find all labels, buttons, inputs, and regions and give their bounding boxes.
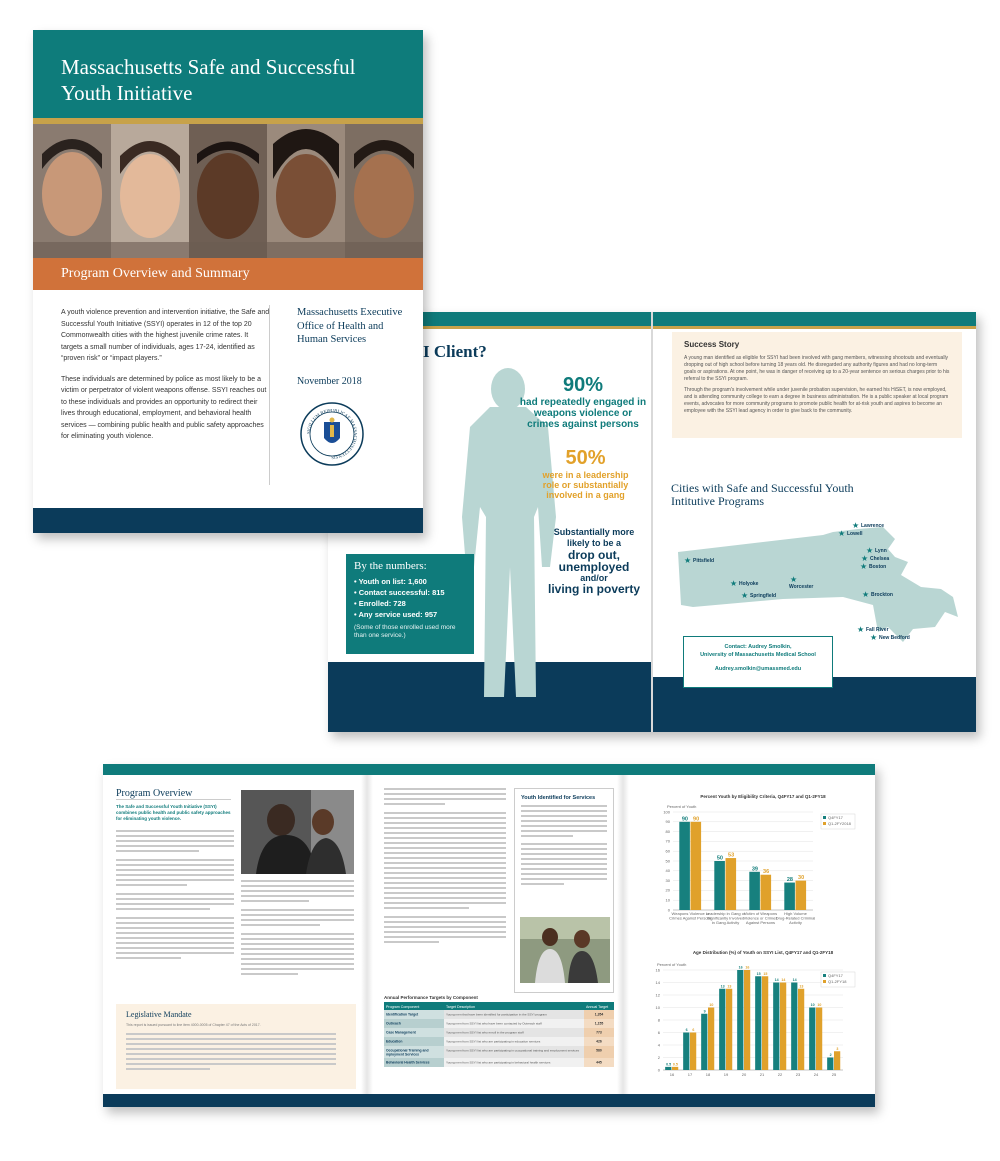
data-label: 16 [745, 965, 750, 970]
x-tick-label: 21 [759, 1072, 765, 1077]
brochure-inside-spread [328, 312, 976, 732]
bar [809, 1008, 815, 1071]
youth-mentoring-photo [520, 917, 610, 983]
data-label: 15 [756, 971, 761, 976]
by-numbers-list [354, 576, 466, 620]
x-tick-label: Leadership in Gang or [705, 911, 746, 916]
bar [784, 883, 795, 910]
bar [773, 983, 779, 1071]
legend-swatch [823, 816, 826, 819]
legend-swatch [823, 980, 826, 983]
y-axis-label: Percent of Youth [657, 962, 687, 967]
legend-label: Q4FY17 [828, 815, 843, 820]
youth-faces-image [33, 124, 423, 258]
table-cell: Behavioral Health Services [386, 1060, 430, 1065]
city-label: Lynn [875, 548, 887, 554]
city-label: Fall River [866, 627, 889, 633]
body-text-lines [384, 788, 506, 946]
table-cell: mployment Services [386, 1052, 419, 1057]
data-label: 3 [836, 1046, 839, 1051]
table-header-cell: Program Component [386, 1004, 420, 1009]
city-star-icon: ★ [741, 591, 749, 600]
table-cell: 773 [596, 1030, 602, 1035]
data-label: 39 [751, 866, 758, 873]
intro-paragraph: These individuals are determined by police as most likely to be a victim or perpetrator of violent weapons offense. SSYI reaches out to these individuals and provides an opportunity to redirect their lives through educational, employment, and behavioral health services — combining public health and public safety approaches for eliminating youth violence. [61, 375, 267, 440]
data-label: 36 [763, 869, 770, 876]
divider [269, 305, 270, 485]
y-tick-label: 40 [665, 868, 670, 874]
data-label: 28 [786, 877, 793, 884]
list-item: • Youth on list: 1,600 [354, 576, 466, 587]
x-tick-label: 19 [723, 1072, 729, 1077]
table-header-cell: Target Description [446, 1004, 475, 1009]
legislative-mandate-box [116, 1004, 356, 1089]
top-bar [103, 764, 875, 775]
table-cell: Case Management [386, 1030, 416, 1035]
data-label: 0.5 [666, 1062, 672, 1067]
table-cell: Occupational Training and [386, 1048, 429, 1053]
bar [749, 872, 760, 910]
data-label: 6 [685, 1028, 688, 1032]
bar [719, 989, 725, 1070]
x-tick-label: 24 [813, 1072, 819, 1077]
cover-footer-band [33, 508, 423, 533]
bar [726, 989, 732, 1070]
y-tick-label: 4 [657, 1042, 660, 1048]
table-cell: 1,155 [594, 1021, 604, 1026]
bar [679, 822, 690, 910]
contact-name: Contact: Audrey Smolkin, [724, 644, 792, 650]
list-item: • Enrolled: 728 [354, 598, 466, 609]
x-tick-label: 22 [777, 1072, 783, 1077]
contact-box [683, 636, 833, 688]
data-label: 6 [692, 1028, 695, 1032]
legend-label: Q4FY17 [828, 973, 843, 978]
x-tick-label: 25 [831, 1072, 837, 1077]
chart-title: Age Distribution (%) of Youth on SSYI List, Q4FY17 and Q1-2FY18 [692, 950, 834, 955]
city-label: Chelsea [870, 556, 890, 562]
city-label: Lawrence [861, 523, 885, 529]
success-story-box [672, 332, 962, 438]
cover-title: Massachusetts Safe and Successful Youth Initiative [61, 55, 356, 105]
table-header-cell: Annual Target [586, 1004, 609, 1009]
stat-text: were in a leadership role or substantially involved in a gang [542, 470, 629, 500]
program-overview-lead: The Safe and Successful Youth Initiative (SSYI) combines public health and public safety approaches for eliminating youth violence. [116, 804, 231, 821]
bar [683, 1033, 689, 1071]
intro-paragraph: A youth violence prevention and intervention initiative, the Safe and Successful Youth Initiative (SSYI) operates in 12 of the top 20 Commonwealth cities with the highest juvenile crime rates. It targets a small number of individuals, ages 17-24, identified as “proven risk” or “impact players.” [61, 309, 270, 362]
seal-text: SIGILLUM REIPUBLICAE MASSACHUSETTENSIS [305, 407, 359, 461]
panel-fold [651, 312, 653, 732]
data-label: 14 [781, 978, 786, 982]
list-item: • Any service used: 957 [354, 609, 466, 620]
stat-line: living in poverty [547, 582, 640, 596]
brochure-report-spread [103, 764, 875, 1107]
stat-50-percent [538, 447, 633, 500]
data-label: 10 [810, 1003, 815, 1007]
stat-number: 90% [562, 374, 604, 396]
y-tick-label: 80 [665, 828, 670, 834]
bar [762, 976, 768, 1070]
bar [701, 1014, 707, 1070]
bar [798, 989, 804, 1070]
x-tick-label: Weapons Violence or [671, 911, 710, 916]
y-tick-label: 16 [655, 967, 660, 973]
brochure-cover [33, 30, 423, 533]
x-tick-label: Violence or Crimes [743, 915, 778, 921]
success-paragraph: A young man identified as eligible for SSYI had been involved with gang members, witnessing shootouts and eventually dropping out of high school before turning 18 years old. He disregarded any authority figures and had no long-term goals or aspirations. At one point, he was in danger of receiving up to a 20-year sentence on serious charges prior to his referral to the SSYI program. [684, 355, 950, 382]
x-tick-label: High Volume [784, 911, 807, 916]
x-tick-label: 18 [705, 1072, 711, 1077]
performance-table-title: Annual Performance Targets by Component [384, 995, 478, 1000]
legend-swatch [823, 974, 826, 977]
x-tick-label: 23 [795, 1072, 801, 1077]
massachusetts-seal-icon [300, 402, 364, 466]
x-tick-label: 17 [687, 1072, 693, 1077]
city-star-icon: ★ [838, 529, 846, 538]
bar [737, 970, 743, 1070]
stat-90-percent [518, 374, 648, 430]
y-tick-label: 70 [665, 838, 670, 844]
x-tick-label: 20 [741, 1072, 747, 1077]
city-star-icon: ★ [730, 579, 738, 588]
youth-identified-title: Youth Identified for Services [521, 795, 596, 801]
body-text-lines [241, 880, 354, 978]
bar [755, 976, 761, 1070]
contact-email[interactable]: Audrey.smolkin@umassmed.edu [714, 666, 802, 672]
table-cell: 580 [596, 1048, 602, 1053]
city-star-icon: ★ [852, 521, 860, 530]
data-label: 14 [792, 978, 797, 982]
data-label: 13 [799, 984, 804, 989]
bar [796, 881, 807, 910]
by-the-numbers-box [346, 554, 474, 654]
by-numbers-note: (Some of those enrolled used more than one service.) [354, 624, 456, 639]
x-tick-label: Significantly Involved [706, 915, 745, 921]
bottom-band [103, 1094, 875, 1107]
city-star-icon: ★ [870, 633, 878, 642]
panel-fold [617, 775, 629, 1094]
city-label: Worcester [789, 584, 814, 590]
city-star-icon: ★ [790, 575, 798, 584]
stat-line: Substantially more likely to be a [553, 527, 635, 548]
bar [672, 1067, 678, 1070]
stat-number: 50% [565, 447, 606, 469]
bar [714, 861, 725, 910]
y-tick-label: 6 [657, 1029, 660, 1035]
table-cell: Young men from SSYI list who are participating in behavioral health services [446, 1060, 551, 1065]
y-tick-label: 30 [665, 877, 670, 883]
y-tick-label: 0 [667, 907, 670, 913]
table-cell: Young men from SSYI list who have been contacted by Outreach staff [446, 1021, 542, 1026]
y-tick-label: 10 [655, 1004, 660, 1010]
bar [726, 858, 737, 910]
data-label: 9 [703, 1009, 706, 1014]
legislative-title: Legislative Mandate [126, 1010, 192, 1019]
city-star-icon: ★ [684, 556, 692, 565]
city-label: Holyoke [739, 581, 759, 587]
table-cell: 445 [596, 1060, 602, 1065]
eligibility-bar-chart [633, 800, 868, 950]
x-tick-label: in Gang Activity [711, 920, 740, 925]
city-label: Pittsfield [693, 558, 715, 564]
contact-org: University of Massachusetts Medical School [700, 652, 816, 658]
y-tick-label: 10 [665, 897, 670, 903]
table-cell: Identification Target [386, 1012, 419, 1017]
bar [780, 983, 786, 1071]
x-tick-label: Activity [789, 920, 802, 925]
x-tick-label: Against Persons [745, 920, 776, 925]
data-label: 90 [681, 816, 688, 823]
data-label: 13 [727, 984, 732, 989]
bar [708, 1008, 714, 1071]
stat-more-likely [546, 527, 642, 595]
city-star-icon: ★ [857, 625, 865, 634]
data-label: 2 [829, 1053, 832, 1057]
city-label: Springfield [750, 593, 777, 599]
y-tick-label: 14 [655, 979, 660, 985]
legend-swatch [823, 822, 826, 825]
city-star-icon: ★ [860, 562, 868, 571]
youth-photo-strip [33, 124, 423, 258]
by-numbers-title: By the numbers: [354, 560, 427, 572]
stat-line: drop out, unemployed [558, 548, 630, 574]
x-tick-label: Crimes Against Persons [669, 915, 712, 921]
stat-line: and/or [580, 573, 608, 583]
list-item: • Contact successful: 815 [354, 587, 466, 598]
cities-title: Cities with Safe and Successful Youth Intitutive Programs [671, 481, 854, 508]
panel-fold [361, 775, 373, 1094]
city-star-icon: ★ [861, 554, 869, 563]
y-axis-label: Percent of Youth [667, 804, 697, 809]
city-label: Boston [869, 564, 887, 570]
table-cell: Young men that have been identified for participation in the SSYI program [446, 1012, 547, 1017]
city-star-icon: ★ [866, 546, 874, 555]
success-paragraph: Through the program's involvement while under juvenile probation supervision, he earned his HiSET, is now employed, and is attending community college to earn a degree in business administration. He is a public speaker at local program events, advocates for more community programs to promote public health for at-risk youth and aspires to become an employee with the SSYI lead agency in order to give back to the community. [684, 387, 949, 414]
bar [744, 970, 750, 1070]
bar [690, 1033, 696, 1071]
y-tick-label: 60 [665, 848, 670, 854]
bar [761, 875, 772, 910]
x-tick-label: Victim of Weapons [743, 911, 778, 916]
bar [827, 1058, 833, 1071]
bar [791, 983, 797, 1071]
body-text-lines [521, 805, 607, 885]
y-tick-label: 90 [665, 819, 670, 825]
table-cell: 1,354 [594, 1012, 604, 1017]
data-label: 90 [693, 816, 700, 823]
age-distribution-bar-chart [633, 956, 868, 1088]
table-cell: Young men from SSYI list who enroll in the program staff [446, 1030, 524, 1035]
data-label: 50 [716, 855, 723, 862]
y-tick-label: 0 [657, 1067, 660, 1073]
data-label: 53 [728, 852, 735, 859]
stat-text: had repeatedly engaged in weapons violence or crimes against persons [519, 397, 647, 430]
youth-outreach-photo [241, 790, 354, 874]
data-label: 14 [774, 978, 779, 982]
divider [116, 799, 231, 800]
bar [665, 1067, 671, 1070]
y-tick-label: 100 [663, 809, 670, 815]
legend-label: Q1-2FY18 [828, 979, 847, 984]
x-tick-label: 16 [669, 1072, 675, 1077]
data-label: 15 [763, 971, 768, 976]
city-label: Brockton [871, 592, 893, 598]
table-cell: Young men from SSYI list who are participating in occupational training and employment services [446, 1048, 579, 1053]
publication-date: November 2018 [297, 376, 362, 387]
data-label: 10 [709, 1003, 714, 1007]
program-overview-title: Program Overview [116, 788, 193, 799]
bar [691, 822, 702, 910]
legend-label: Q1-2FY2018 [828, 821, 851, 826]
data-label: 16 [738, 965, 743, 970]
table-cell: 426 [596, 1039, 602, 1044]
city-star-icon: ★ [862, 590, 870, 599]
bar [816, 1008, 822, 1071]
y-tick-label: 12 [655, 992, 660, 998]
intro-text [61, 307, 271, 452]
chart-title: Percent Youth by Eligibility Criteria, Q4FY17 and Q1-2FY18 [700, 794, 826, 799]
city-label: Lowell [847, 531, 863, 537]
data-label: 30 [798, 875, 805, 882]
data-label: 13 [720, 984, 725, 989]
y-tick-label: 50 [665, 858, 670, 864]
x-tick-label: Drug-Related Criminal [775, 915, 816, 921]
data-label: 10 [817, 1003, 822, 1007]
legislative-text: This report is issued pursuant to line item 4000-0005 of Chapter 47 of the Acts of 2017. [126, 1023, 261, 1027]
table-cell: Young men from SSYI list who are participating in education services [446, 1039, 541, 1044]
y-tick-label: 8 [657, 1017, 660, 1023]
bar [834, 1051, 840, 1070]
table-cell: Education [386, 1039, 403, 1044]
y-tick-label: 20 [665, 887, 670, 893]
performance-targets-table [384, 1002, 614, 1082]
agency-name: Massachusetts Executive Office of Health and Human Services [297, 307, 403, 345]
success-title: Success Story [684, 340, 740, 349]
cover-subtitle: Program Overview and Summary [61, 266, 250, 281]
y-tick-label: 2 [657, 1054, 660, 1060]
quote-lines [126, 1033, 336, 1070]
city-label: New Bedford [879, 635, 910, 641]
data-label: 0.5 [672, 1062, 678, 1067]
body-text-lines [116, 830, 234, 962]
table-cell: Outreach [386, 1021, 401, 1026]
client-heading: I Client? [423, 342, 487, 361]
